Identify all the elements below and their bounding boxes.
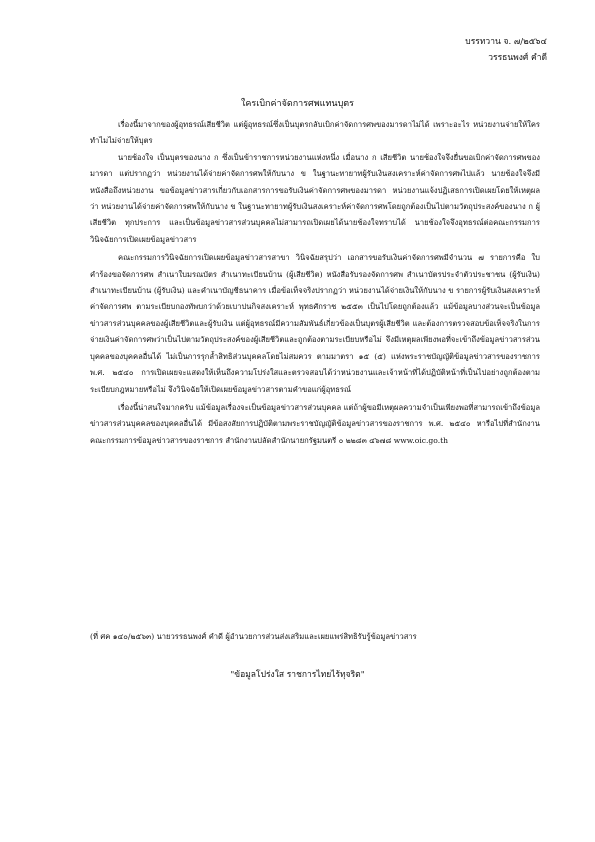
paragraph-facts: นายช้องใจ เป็นบุตรของนาง ก ซึ่งเป็นข้าราชการหน่วยงานแห่งหนึ่ง เมื่อนาง ก เสียชีวิต นายช้องใจจึงยื่นขอเบิกค่าจัดการศพของมารดา แต่ปรากฏว่า หน่วยงานได้จ่ายค่าจัดการศพให้กับนาง ข ในฐานะทายาทผู้รับเงินสงเคราะห์ค่าจัดการศพไปแล้ว นายช้องใจจึงมีหนังสือถึงหน่วยงาน ขอข้อมูลข่าวสารเกี่ยวกับเอกสารการขอรับเงินค่าจัดการศพของมารดา หน่วยงานแจ้งปฏิเสธการเปิดเผยโดยให้เหตุผลว่า หน่วยงานได้จ่ายค่าจัดการศพให้กับนาง ข ในฐานะทายาทผู้รับเงินสงเคราะห์ค่าจัดการศพโดยถูกต้องเป็นไปตามวัตถุประสงค์ของนาง ก ผู้เสียชีวิต ทุกประการ และเป็นข้อมูลข่าวสารส่วนบุคคลไม่สามารถเปิดเผยได้นายช้องใจทราบได้ นายช้องใจจึงอุทธรณ์ต่อคณะกรรมการวินิจฉัยการเปิดเผยข้อมูลข่าวสาร (90, 152, 540, 244)
paragraph-intro: เรื่องนี้มาจากของผู้อุทธรณ์เสียชีวิต แต่ผู้อุทธรณ์ซึ่งเป็นบุตรกลับเบิกค่าจัดการศพของมารดาไม่ได้ เพราะอะไร หน่วยงานจ่ายให้ใคร ทำไมไม่จ่ายให้บุตร (90, 120, 540, 146)
paragraph-conclusion: เรื่องนี้น่าสนใจมากครับ แม้ข้อมูลเรื่องจะเป็นข้อมูลข่าวสารส่วนบุคคล แต่ถ้าผู้ขอมีเหตุผลความจำเป็นเพียงพอที่สามารถเข้าถึงข้อมูลข่าวสารส่วนบุคคลของบุคคลอื่นได้ มีข้อสงสัยการปฏิบัติตามพระราชบัญญัติข้อมูลข่าวสารของราชการ พ.ศ. ๒๕๔๐ หารือไปที่สำนักงานคณะกรรมการข้อมูลข่าวสารของราชการ สำนักงานปลัดสำนักนายกรัฐมนตรี ๐ ๒๒๘๓ ๔๖๗๘ www.oic.go.th (90, 402, 540, 445)
slogan: "ข้อมูลโปร่งใส ราชการไทยไร้ทุจริต" (230, 670, 365, 680)
case-reference-note: (ที่ ศค ๑๔๐/๒๕๖๓) นายวรรธนพงศ์ คำดี ผู้อำนวยการส่วนส่งเสริมและเผยแพร่สิทธิรับรู้ข้อมูลข่าวสาร (90, 632, 417, 641)
document-header (327, 34, 547, 66)
article-body (90, 117, 540, 449)
paragraph-decision: คณะกรรมการวินิจฉัยการเปิดเผยข้อมูลข่าวสารสาขา วินิจฉัยสรุปว่า เอกสารขอรับเงินค่าจัดการศพมีจำนวน ๗ รายการคือ ใบคำร้องขอจัดการศพ สำเนาใบมรณบัตร สำเนาทะเบียนบ้าน (ผู้เสียชีวิต) หนังสือรับรองจัดการศพ สำเนาบัตรประจำตัวประชาชน (ผู้รับเงิน) สำเนาทะเบียนบ้าน (ผู้รับเงิน) และคำเนาบัญชีธนาคาร เมื่อข้อเท็จจริงปรากฏว่า หน่วยงานได้จ่ายเงินให้กับนาง ข รายการผู้รับเงินสงเคราะห์ค่าจัดการศพ ตามระเบียบกองทัพบกว่าด้วยเบาปนกิจสงเคราะห์ พุทธศักราช ๒๕๕๓ เป็นไปโดยถูกต้องแล้ว แม้ข้อมูลบางส่วนจะเป็นข้อมูลข่าวสารส่วนบุคคลของผู้เสียชีวิตและผู้รับเงิน แต่ผู้อุทธรณ์มีความสัมพันธ์เกี่ยวข้องเป็นบุตรผู้เสียชีวิต และต้องการตรวจสอบข้อเท็จจริงในการจ่ายเงินค่าจัดการศพว่าเป็นไปตามวัตถุประสงค์ของผู้เสียชีวิตและถูกต้องตามระเบียบหรือไม่ จึงมีเหตุผลเพียงพอที่จะเข้าถึงข้อมูลข่าวสารส่วนบุคคลของบุคคลอื่นได้ ไม่เป็นการรุกล้ำสิทธิส่วนบุคคลโดยไม่สมควร ตามมาตรา ๑๕ (๕) แห่งพระราชบัญญัติข้อมูลข่าวสารของราชการ พ.ศ. ๒๕๔๐ การเปิดเผยจะแสดงให้เห็นถึงความโปร่งใสและตรวจสอบได้ว่าหน่วยงานและเจ้าหน้าที่ได้ปฏิบัติหน้าที่เป็นไปอย่างถูกต้องตามระเบียบกฎหมายหรือไม่ จึงวินิจฉัยให้เปิดเผยข้อมูลข่าวสารตามคำขอแก่ผู้อุทธรณ์ (90, 253, 540, 394)
author-name: วรรธนพงศ์ คำดี (488, 53, 547, 63)
document-number: บรรทวาน จ. ๗/๒๕๖๔ (465, 37, 547, 47)
article-title: ใครเบิกค่าจัดการศพแทนบุตร (241, 99, 354, 109)
